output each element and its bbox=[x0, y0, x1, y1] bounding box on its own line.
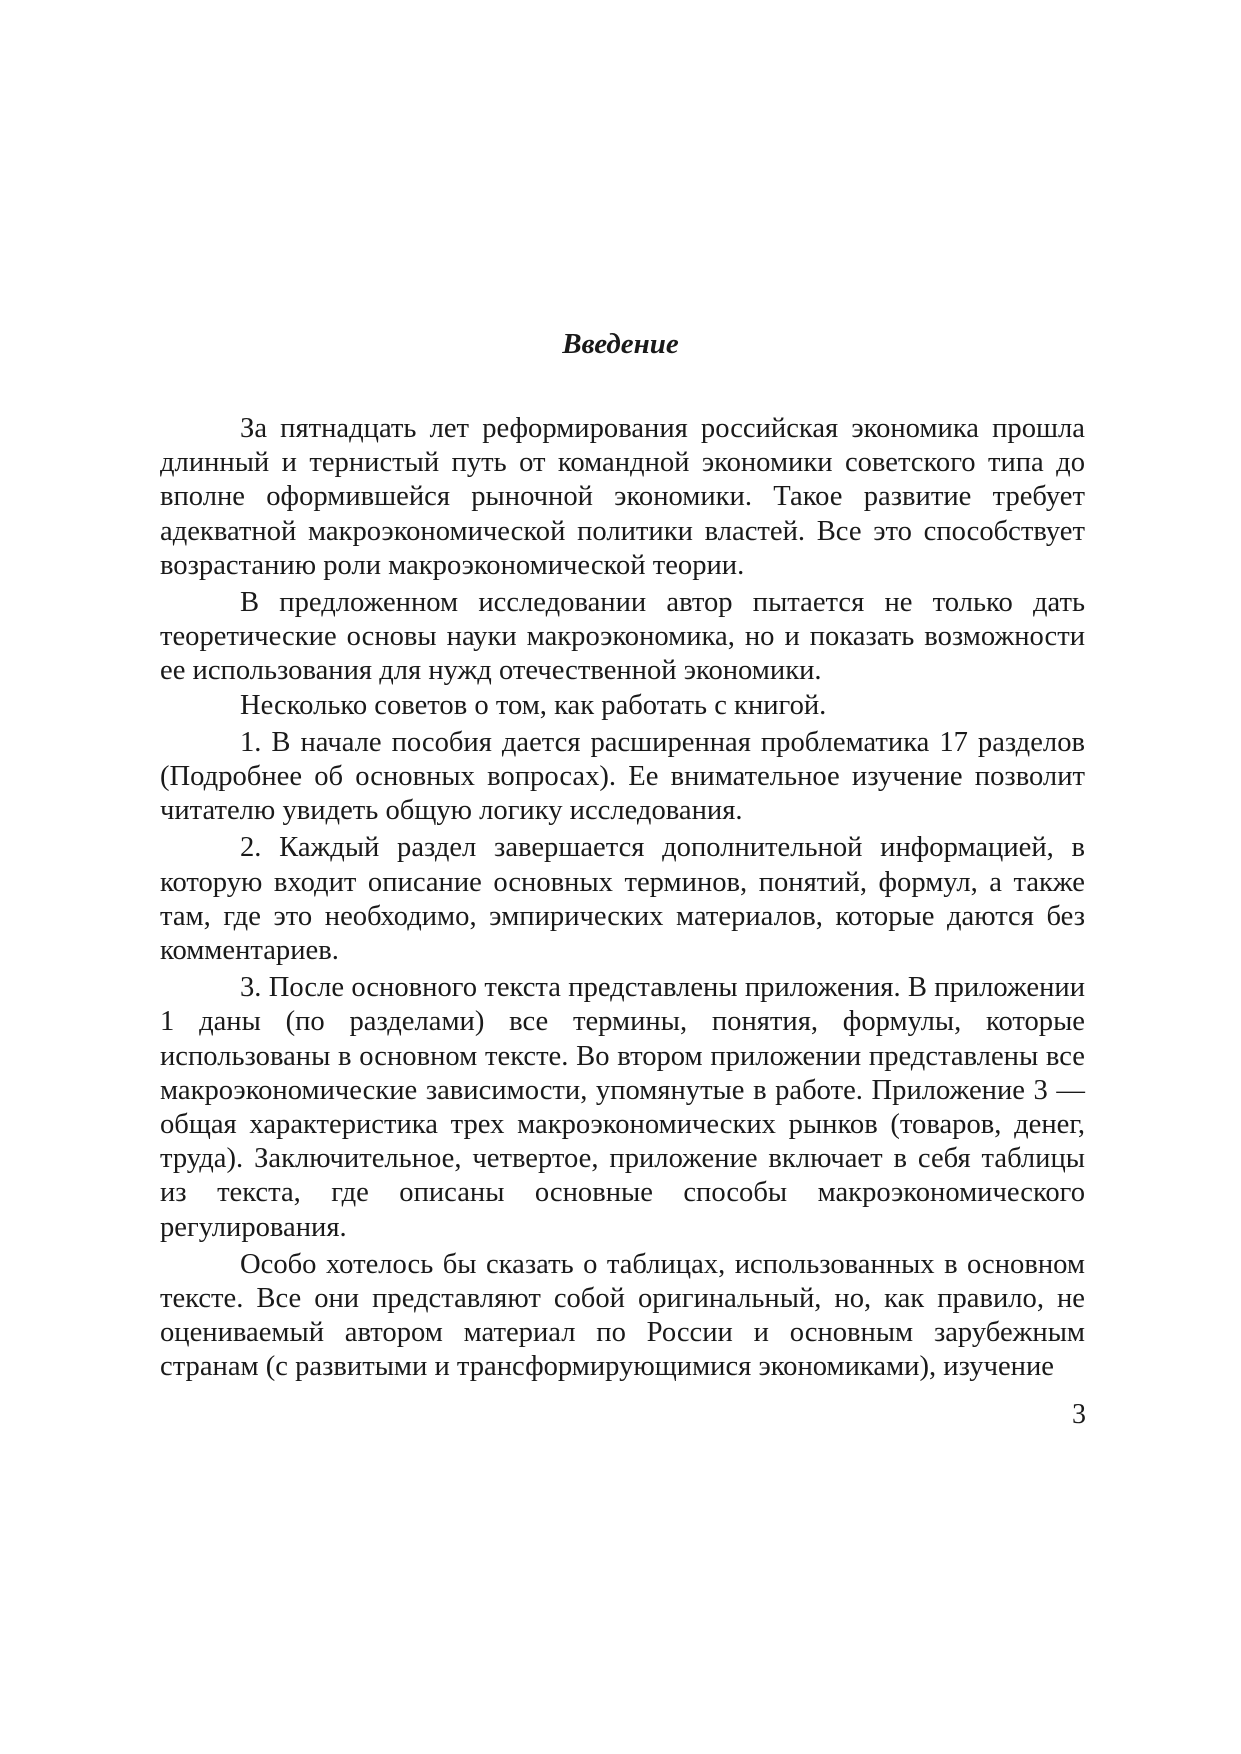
paragraph-research: В предложенном исследовании автор пытается не только дать теоретические основы науки макроэкономика, но и показать возможности ее использования для нужд отечественной экономики. bbox=[160, 587, 1085, 687]
paragraph-item-2: 2. Каждый раздел завершается дополнительной информацией, в которую входит описание основных терминов, понятий, формул, а также там, где это необходимо, эмпирических материалов, которые даются без комментариев. bbox=[160, 832, 1085, 967]
paragraph-item-1: 1. В начале пособия дается расширенная проблематика 17 разделов (Подробнее об основных вопросах). Ее внимательное изучение позволит читателю увидеть общую логику исследования. bbox=[160, 726, 1085, 827]
paragraph-advice: Несколько советов о том, как работать с книгой. bbox=[240, 689, 827, 721]
paragraph-item-3: 3. После основного текста представлены приложения. В приложении 1 даны (по разделами) все термины, понятия, формулы, которые использованы в основном тексте. Во втором приложении представлены все макроэкономические зависимости, упомянутые в работе. Приложение 3 — общая характеристика трех макроэкономических рынков (товаров, денег, труда). Заключительное, четвертое, приложение включает в себя таблицы из текста, где описаны основные способы макроэкономического регулирования. bbox=[160, 972, 1085, 1243]
paragraph-tables: Особо хотелось бы сказать о таблицах, использованных в основном тексте. Все они представляют собой оригинальный, но, как правило, не оцениваемый автором материал по России и основным зарубежным странам (с развитыми и трансформирующимися экономиками), изучение bbox=[160, 1248, 1085, 1383]
body-text bbox=[160, 412, 1085, 1385]
paragraph-intro: За пятнадцать лет реформирования российская экономика прошла длинный и тернистый путь от командной экономики советского типа до вполне оформившейся рыночной экономики. Такое развитие требует адекватной макроэкономической политики властей. Все это способствует возрастанию роли макроэкономической теории. bbox=[160, 413, 1085, 581]
page-number: 3 bbox=[1072, 1399, 1086, 1430]
page-title: Введение bbox=[562, 328, 679, 360]
